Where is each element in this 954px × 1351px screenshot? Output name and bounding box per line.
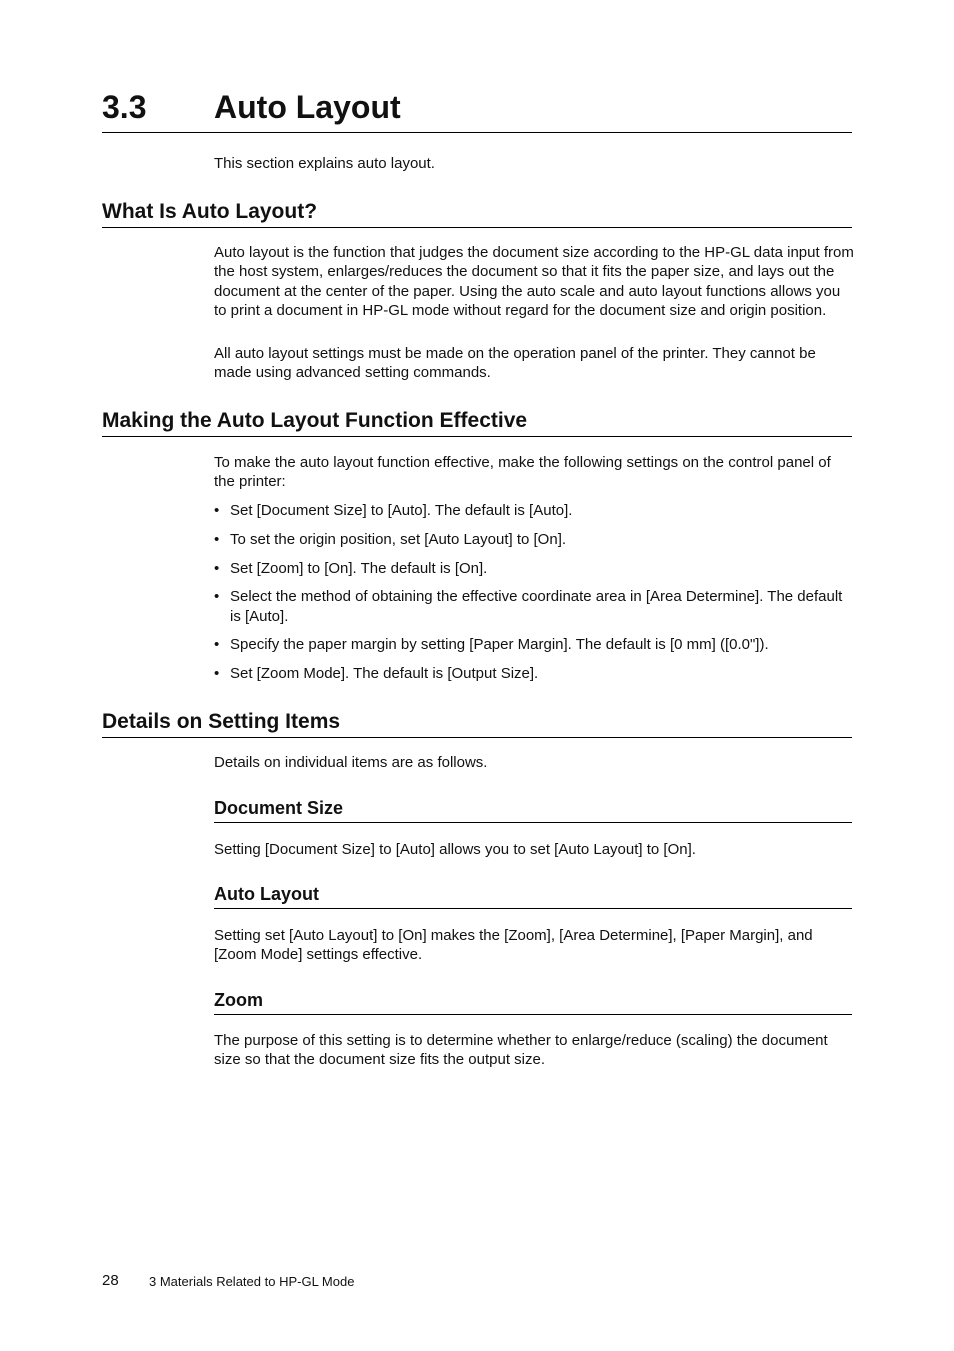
heading-zoom: Zoom bbox=[214, 989, 852, 1015]
list-item bbox=[214, 501, 854, 520]
list-item-text: To set the origin position, set [Auto Layout] to [On]. bbox=[230, 530, 567, 548]
footer-chapter-title: 3 Materials Related to HP-GL Mode bbox=[149, 1274, 355, 1289]
list-item bbox=[214, 559, 854, 578]
chapter-title: Auto Layout bbox=[214, 89, 401, 125]
heading-what-is-auto-layout: What Is Auto Layout? bbox=[102, 199, 852, 228]
bullet-icon: • bbox=[214, 502, 220, 519]
chapter-heading bbox=[102, 86, 852, 133]
bullet-icon: • bbox=[214, 588, 220, 606]
page-number: 28 bbox=[102, 1272, 119, 1289]
list-item bbox=[214, 587, 854, 626]
heading-making-effective: Making the Auto Layout Function Effective bbox=[102, 408, 852, 437]
document-size-text: Setting [Document Size] to [Auto] allows you to set [Auto Layout] to [On]. bbox=[214, 841, 696, 858]
heading-auto-layout: Auto Layout bbox=[214, 883, 852, 909]
list-item bbox=[214, 664, 854, 683]
settings-bullet-list bbox=[214, 501, 854, 693]
auto-layout-text: Setting set [Auto Layout] to [On] makes the [Zoom], [Area Determine], [Paper Margin], and [Zoom Mode] settings effective. bbox=[214, 927, 813, 964]
bullet-icon: • bbox=[214, 636, 220, 654]
list-item-text: Set [Zoom Mode]. The default is [Output Size]. bbox=[230, 665, 539, 683]
list-item-text: Specify the paper margin by setting [Paper Margin]. The default is [0 mm] ([0.0"]). bbox=[230, 636, 769, 654]
heading-document-size: Document Size bbox=[214, 797, 852, 823]
bullet-icon: • bbox=[214, 665, 220, 683]
list-item bbox=[214, 530, 854, 549]
chapter-number: 3.3 bbox=[102, 89, 147, 125]
list-item-text: Select the method of obtaining the effective coordinate area in [Area Determine]. The default is [Auto]. bbox=[230, 588, 843, 625]
list-item-text: Set [Zoom] to [On]. The default is [On]. bbox=[230, 559, 488, 577]
list-item bbox=[214, 635, 854, 654]
list-item-text: Set [Document Size] to [Auto]. The default is [Auto]. bbox=[230, 502, 573, 519]
what-is-paragraph-1: Auto layout is the function that judges the document size according to the HP-GL data input from the host system, enlarges/reduces the document so that it fits the paper size, and lays out the document at the center of the paper. Using the auto scale and auto layout functions allows you to print a document in HP-GL mode without regard for the document size and origin position. bbox=[214, 244, 854, 319]
chapter-intro: This section explains auto layout. bbox=[214, 155, 435, 172]
what-is-paragraph-2: All auto layout settings must be made on the operation panel of the printer. They cannot be made using advanced setting commands. bbox=[214, 345, 816, 382]
details-intro: Details on individual items are as follows. bbox=[214, 754, 488, 771]
bullet-icon: • bbox=[214, 530, 220, 548]
making-effective-intro: To make the auto layout function effective, make the following settings on the control panel of the printer: bbox=[214, 454, 831, 491]
bullet-icon: • bbox=[214, 559, 220, 577]
zoom-text: The purpose of this setting is to determine whether to enlarge/reduce (scaling) the document size so that the document size fits the output size. bbox=[214, 1032, 828, 1069]
heading-details: Details on Setting Items bbox=[102, 709, 852, 738]
